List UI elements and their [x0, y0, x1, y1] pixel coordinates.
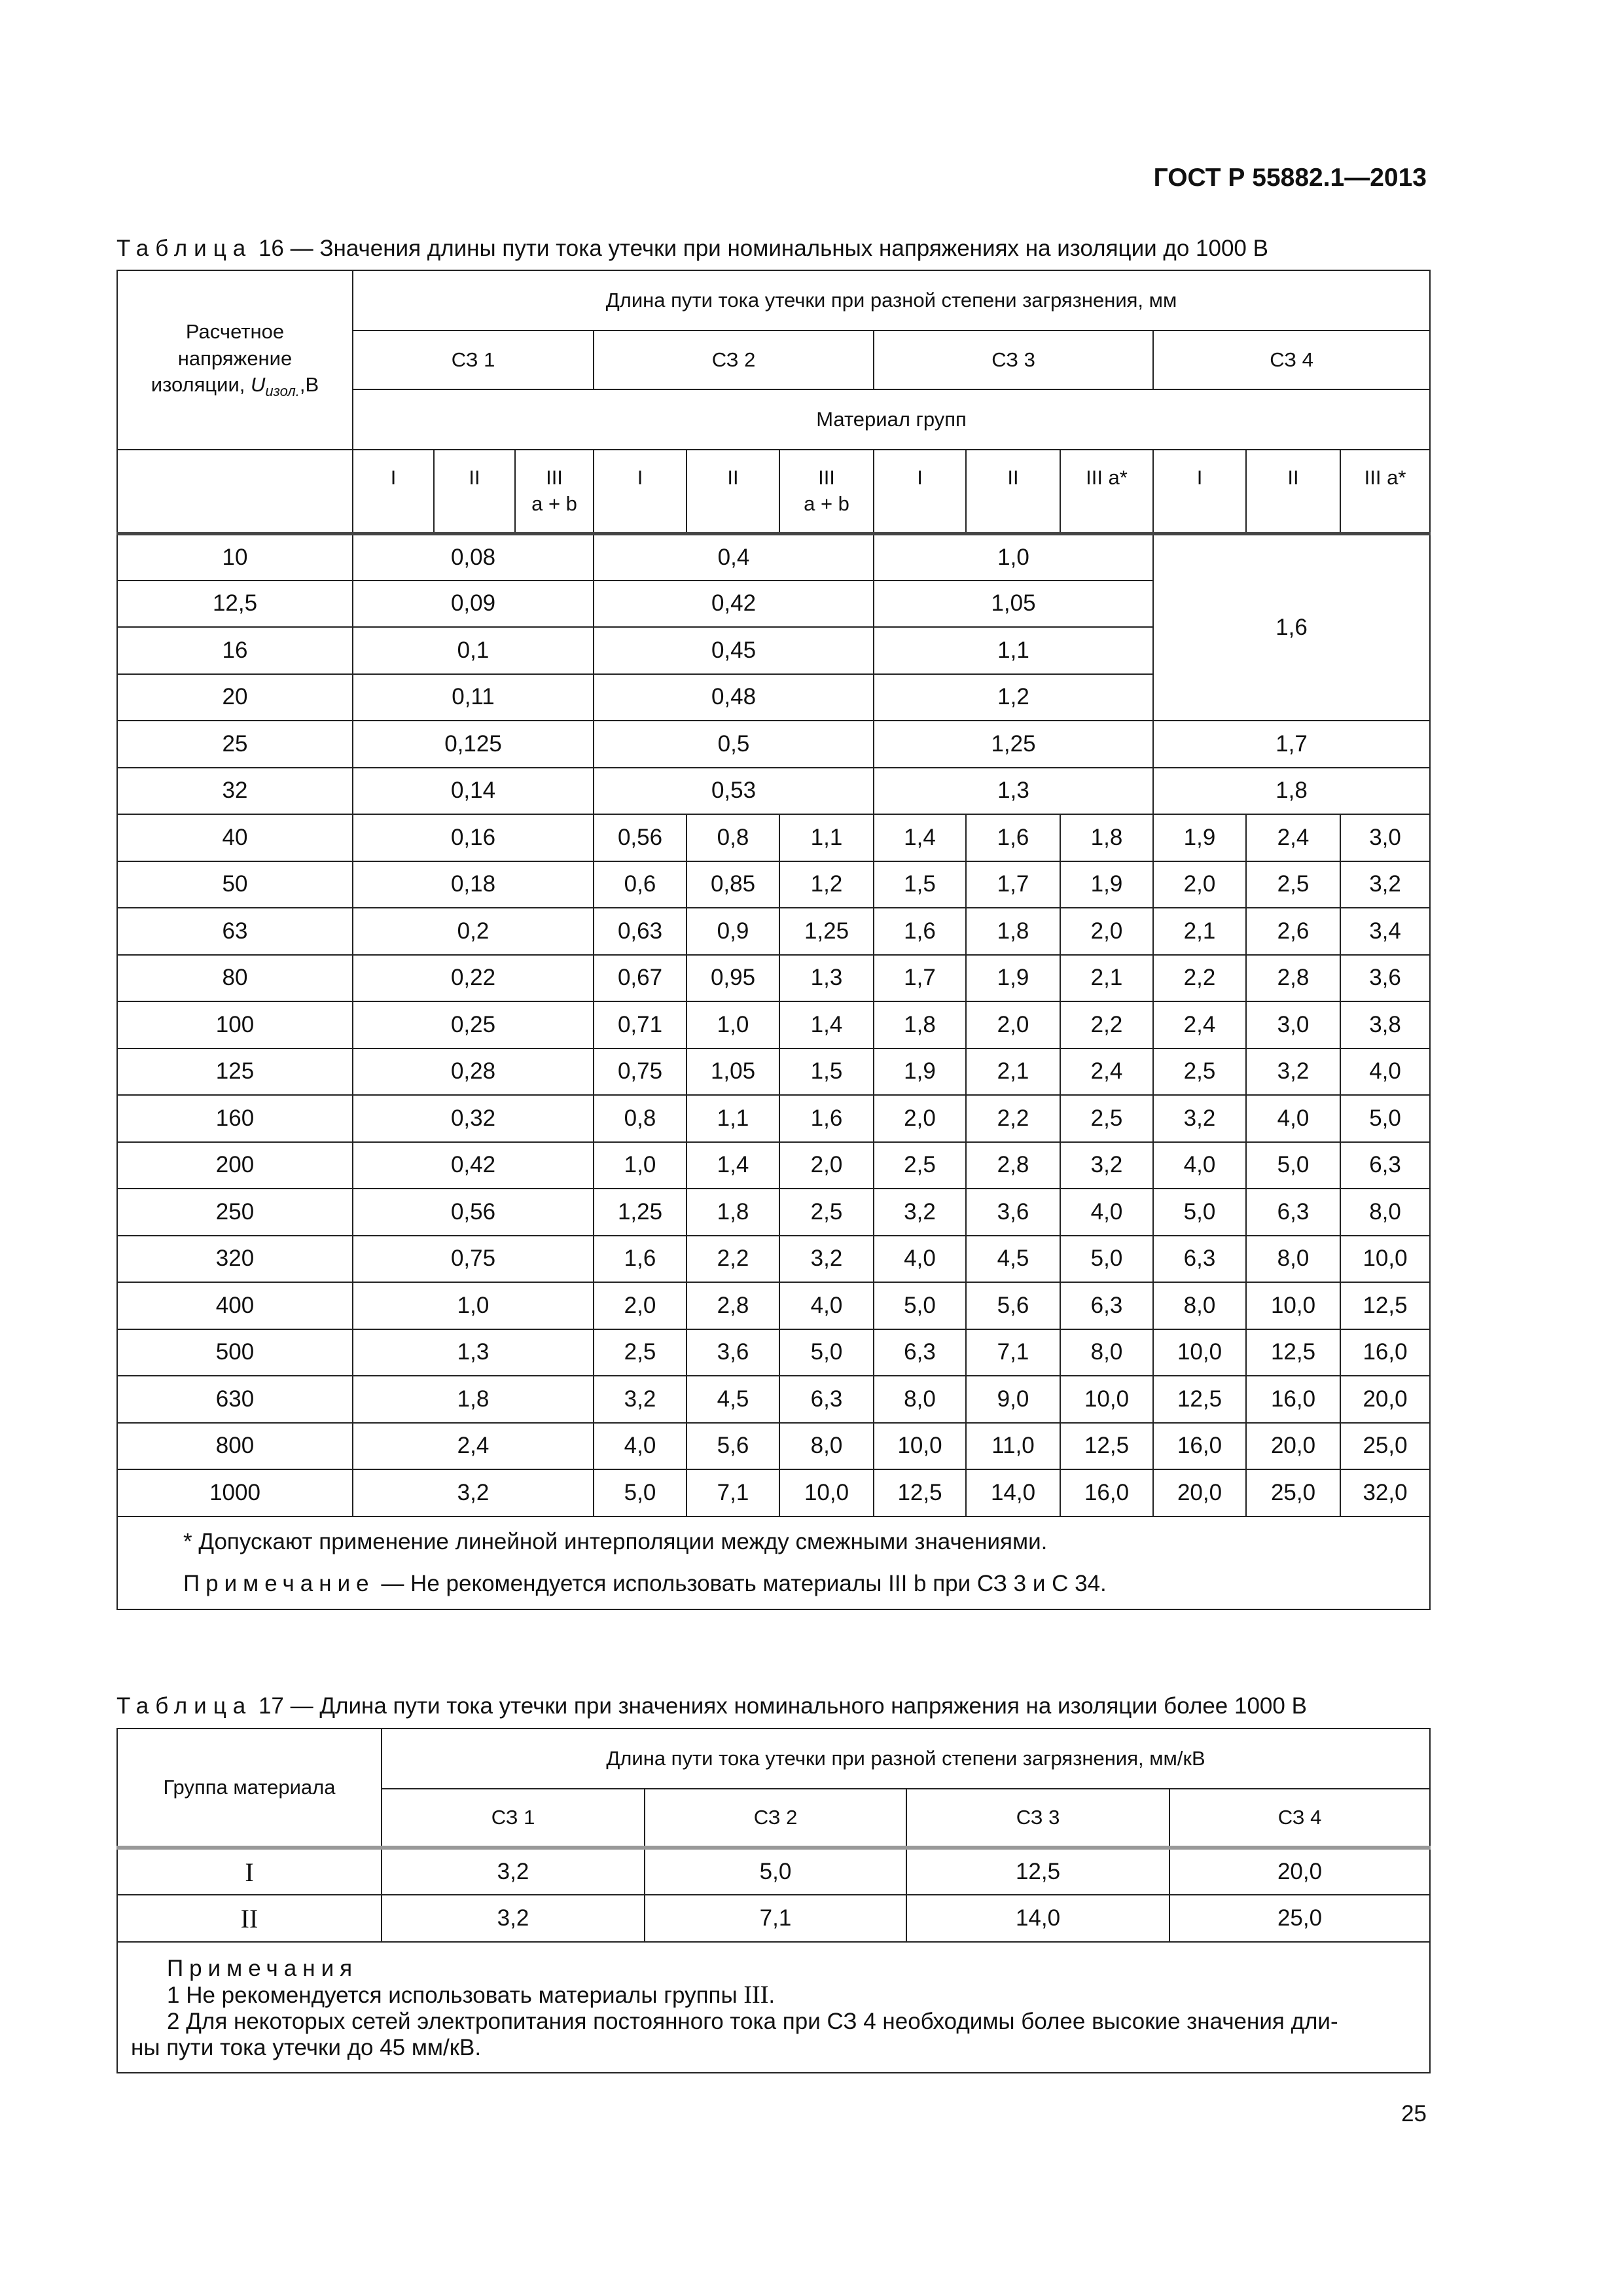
voltage-cell: 20 — [117, 674, 353, 721]
value-cell: 0,85 — [687, 861, 779, 908]
table16-caption-text: 16 — Значения длины пути тока утечки при номинальных напряжениях на изоляции до 1000 В — [258, 236, 1268, 261]
value-cell: 1,0 — [594, 1142, 687, 1189]
value-cell: 20,0 — [1153, 1469, 1246, 1516]
value-cell: 16,0 — [1060, 1469, 1153, 1516]
value-cell: 1,5 — [874, 861, 966, 908]
sz1-value: 0,28 — [353, 1049, 594, 1096]
value-cell: 25,0 — [1340, 1423, 1430, 1470]
value-cell: 5,0 — [1340, 1095, 1430, 1142]
value-cell: 2,8 — [966, 1142, 1060, 1189]
value-cell: 5,0 — [1060, 1236, 1153, 1283]
voltage-cell: 630 — [117, 1376, 353, 1423]
pollution-degree-header: СЗ 2 — [594, 331, 874, 389]
table-row — [117, 1282, 1430, 1329]
table-row — [117, 814, 1430, 861]
value-cell: 25,0 — [1169, 1895, 1430, 1942]
value-cell: 16,0 — [1340, 1329, 1430, 1376]
value-cell: 20,0 — [1340, 1376, 1430, 1423]
value-cell: 0,71 — [594, 1001, 687, 1049]
material-group-label: I — [353, 450, 434, 533]
value-cell: 2,5 — [1246, 861, 1340, 908]
value-cell: 0,63 — [594, 908, 687, 955]
sz1-value: 0,11 — [353, 674, 594, 721]
value-cell: 6,3 — [874, 1329, 966, 1376]
value-cell: 1,7 — [966, 861, 1060, 908]
pollution-degree-header: СЗ 1 — [353, 331, 594, 389]
material-group-header: Материал групп — [353, 389, 1430, 450]
sz1-value: 0,42 — [353, 1142, 594, 1189]
table-row — [117, 1142, 1430, 1189]
value-cell: 1,4 — [779, 1001, 874, 1049]
table-row — [117, 861, 1430, 908]
value-cell: 1,3 — [779, 955, 874, 1002]
sz4-value: 1,7 — [1153, 721, 1430, 768]
voltage-cell: 100 — [117, 1001, 353, 1049]
value-cell: 2,0 — [779, 1142, 874, 1189]
value-cell: 1,8 — [874, 1001, 966, 1049]
voltage-cell: 40 — [117, 814, 353, 861]
value-cell: 6,3 — [1153, 1236, 1246, 1283]
value-cell: 5,0 — [874, 1282, 966, 1329]
table16-caption-label: Таблица — [116, 236, 253, 261]
value-cell: 7,1 — [645, 1895, 906, 1942]
sz1-value: 0,1 — [353, 627, 594, 674]
value-cell: 3,2 — [594, 1376, 687, 1423]
material-group-label: II — [966, 450, 1060, 533]
pollution-degree-header: СЗ 4 — [1169, 1789, 1430, 1848]
value-cell: 0,56 — [594, 814, 687, 861]
table17-notes — [117, 1942, 1430, 2073]
table17-caption-text: 17 — Длина пути тока утечки при значениях номинального напряжения на изоляции более 1000 В — [258, 1693, 1307, 1719]
voltage-cell: 320 — [117, 1236, 353, 1283]
value-cell: 3,2 — [874, 1189, 966, 1236]
value-cell: 10,0 — [1153, 1329, 1246, 1376]
pollution-degree-header: СЗ 2 — [645, 1789, 906, 1848]
table-row — [117, 1329, 1430, 1376]
value-cell: 3,6 — [1340, 955, 1430, 1002]
sz3-value: 1,25 — [874, 721, 1153, 768]
value-cell: 12,5 — [1340, 1282, 1430, 1329]
table16-caption — [116, 236, 1268, 262]
material-group-label: I — [594, 450, 687, 533]
value-cell: 1,8 — [966, 908, 1060, 955]
value-cell: 8,0 — [1153, 1282, 1246, 1329]
value-cell: 2,8 — [687, 1282, 779, 1329]
value-cell: 2,1 — [1060, 955, 1153, 1002]
value-cell: 3,2 — [1153, 1095, 1246, 1142]
table-row — [117, 1895, 1430, 1942]
value-cell: 10,0 — [1060, 1376, 1153, 1423]
sz1-value: 0,2 — [353, 908, 594, 955]
voltage-cell: 1000 — [117, 1469, 353, 1516]
value-cell: 2,0 — [874, 1095, 966, 1142]
value-cell: 14,0 — [906, 1895, 1169, 1942]
value-cell: 5,0 — [1246, 1142, 1340, 1189]
value-cell: 1,4 — [687, 1142, 779, 1189]
value-cell: 2,0 — [1060, 908, 1153, 955]
value-cell: 4,0 — [1340, 1049, 1430, 1096]
table-row — [117, 1236, 1430, 1283]
sz2-value: 0,48 — [594, 674, 874, 721]
sz1-value: 0,14 — [353, 768, 594, 815]
value-cell: 3,2 — [1340, 861, 1430, 908]
table-row — [117, 721, 1430, 768]
sz2-value: 0,42 — [594, 581, 874, 628]
value-cell: 1,8 — [687, 1189, 779, 1236]
value-cell: 1,5 — [779, 1049, 874, 1096]
value-cell: 1,2 — [779, 861, 874, 908]
value-cell: 3,6 — [966, 1189, 1060, 1236]
table17-caption — [116, 1693, 1307, 1719]
material-group-label: II — [1246, 450, 1340, 533]
sz1-value: 0,125 — [353, 721, 594, 768]
value-cell: 5,6 — [966, 1282, 1060, 1329]
voltage-cell: 500 — [117, 1329, 353, 1376]
table-row — [117, 1049, 1430, 1096]
value-cell: 1,25 — [594, 1189, 687, 1236]
value-cell: 1,1 — [779, 814, 874, 861]
table16-notes — [117, 1516, 1430, 1609]
value-cell: 1,1 — [687, 1095, 779, 1142]
value-cell: 2,5 — [779, 1189, 874, 1236]
value-cell: 8,0 — [1246, 1236, 1340, 1283]
material-group-label: III a + b — [779, 450, 874, 533]
sz1-value: 1,8 — [353, 1376, 594, 1423]
table-row — [117, 768, 1430, 815]
voltage-cell: 200 — [117, 1142, 353, 1189]
value-cell: 7,1 — [966, 1329, 1060, 1376]
table17 — [116, 1728, 1431, 2073]
sz1-value: 0,22 — [353, 955, 594, 1002]
value-cell: 3,2 — [1246, 1049, 1340, 1096]
value-cell: 1,05 — [687, 1049, 779, 1096]
table16 — [116, 270, 1431, 1610]
table-row — [117, 955, 1430, 1002]
table17-note-2-line1: 2 Для некоторых сетей электропитания постоянного тока при СЗ 4 необходимы более высокие значения дли- — [167, 2009, 1338, 2034]
value-cell: 16,0 — [1246, 1376, 1340, 1423]
value-cell: 10,0 — [779, 1469, 874, 1516]
value-cell: 4,0 — [779, 1282, 874, 1329]
voltage-cell: 12,5 — [117, 581, 353, 628]
table17-note-1: 1 Не рекомендуется использовать материалы группы III. — [167, 1981, 776, 2009]
table-row — [117, 1095, 1430, 1142]
sz2-value: 0,5 — [594, 721, 874, 768]
table-row — [117, 1848, 1430, 1895]
value-cell: 3,0 — [1340, 814, 1430, 861]
material-group-label: III a* — [1060, 450, 1153, 533]
value-cell: 4,0 — [594, 1423, 687, 1470]
value-cell: 1,0 — [687, 1001, 779, 1049]
table-row — [117, 1189, 1430, 1236]
value-cell: 4,0 — [1153, 1142, 1246, 1189]
table17-note-2-line2: ны пути тока утечки до 45 мм/кВ. — [131, 2035, 482, 2060]
voltage-cell: 800 — [117, 1423, 353, 1470]
value-cell: 12,5 — [874, 1469, 966, 1516]
voltage-cell: 125 — [117, 1049, 353, 1096]
value-cell: 1,6 — [966, 814, 1060, 861]
value-cell: 3,2 — [382, 1895, 645, 1942]
value-cell: 0,8 — [594, 1095, 687, 1142]
value-cell: 1,7 — [874, 955, 966, 1002]
value-cell: 3,0 — [1246, 1001, 1340, 1049]
voltage-cell: 32 — [117, 768, 353, 815]
value-cell: 2,2 — [1060, 1001, 1153, 1049]
pollution-degree-header: СЗ 3 — [906, 1789, 1169, 1848]
value-cell: 2,0 — [594, 1282, 687, 1329]
sz2-value: 0,53 — [594, 768, 874, 815]
value-cell: 1,9 — [874, 1049, 966, 1096]
table-row — [117, 908, 1430, 955]
table17-notes-label: Примечания — [167, 1956, 359, 1981]
sz1-value: 3,2 — [353, 1469, 594, 1516]
value-cell: 1,6 — [594, 1236, 687, 1283]
sz1-value: 0,18 — [353, 861, 594, 908]
value-cell: 11,0 — [966, 1423, 1060, 1470]
sz1-value: 0,25 — [353, 1001, 594, 1049]
voltage-cell: 63 — [117, 908, 353, 955]
page-number: 25 — [1401, 2101, 1427, 2126]
voltage-cell: 10 — [117, 533, 353, 581]
sz1-value: 0,75 — [353, 1236, 594, 1283]
value-cell: 3,4 — [1340, 908, 1430, 955]
sz1-value: 1,3 — [353, 1329, 594, 1376]
value-cell: 2,5 — [594, 1329, 687, 1376]
sz1-value: 0,56 — [353, 1189, 594, 1236]
value-cell: 6,3 — [1246, 1189, 1340, 1236]
sz1-value: 0,08 — [353, 533, 594, 581]
value-cell: 3,2 — [1060, 1142, 1153, 1189]
voltage-cell: 16 — [117, 627, 353, 674]
sz3-value: 1,1 — [874, 627, 1153, 674]
value-cell: 14,0 — [966, 1469, 1060, 1516]
sz1-value: 0,09 — [353, 581, 594, 628]
value-cell: 5,0 — [1153, 1189, 1246, 1236]
value-cell: 5,0 — [779, 1329, 874, 1376]
sz3-value: 1,3 — [874, 768, 1153, 815]
value-cell: 10,0 — [1340, 1236, 1430, 1283]
value-cell: 2,8 — [1246, 955, 1340, 1002]
value-cell: 0,8 — [687, 814, 779, 861]
value-cell: 1,4 — [874, 814, 966, 861]
value-cell: 1,6 — [779, 1095, 874, 1142]
value-cell: 2,4 — [1060, 1049, 1153, 1096]
pollution-degree-header: СЗ 1 — [382, 1789, 645, 1848]
value-cell: 2,5 — [1153, 1049, 1246, 1096]
table-row — [117, 1001, 1430, 1049]
table16-note: Примечание — Не рекомендуется использовать материалы III b при СЗ 3 и С 34. — [183, 1570, 1107, 1596]
voltage-cell: 80 — [117, 955, 353, 1002]
value-cell: 2,6 — [1246, 908, 1340, 955]
value-cell: 2,5 — [874, 1142, 966, 1189]
voltage-cell: 400 — [117, 1282, 353, 1329]
value-cell: 20,0 — [1169, 1848, 1430, 1895]
value-cell: 2,0 — [1153, 861, 1246, 908]
sz1-value: 1,0 — [353, 1282, 594, 1329]
sz4-value: 1,8 — [1153, 768, 1430, 815]
value-cell: 12,5 — [906, 1848, 1169, 1895]
value-cell: 5,6 — [687, 1423, 779, 1470]
material-group-column-header: Группа материала — [117, 1729, 382, 1848]
value-cell: 5,0 — [645, 1848, 906, 1895]
material-group-label: III a* — [1340, 450, 1430, 533]
sz2-value: 0,45 — [594, 627, 874, 674]
value-cell: 4,0 — [1246, 1095, 1340, 1142]
table-row — [117, 1423, 1430, 1470]
material-group-label: II — [434, 450, 515, 533]
value-cell: 3,2 — [779, 1236, 874, 1283]
table-row — [117, 1376, 1430, 1423]
value-cell: 5,0 — [594, 1469, 687, 1516]
table-row — [117, 1469, 1430, 1516]
value-cell: 6,3 — [1060, 1282, 1153, 1329]
sz1-value: 2,4 — [353, 1423, 594, 1470]
value-cell: 1,8 — [1060, 814, 1153, 861]
voltage-cell: 50 — [117, 861, 353, 908]
creepage-length-header: Длина пути тока утечки при разной степени загрязнения, мм/кВ — [382, 1729, 1430, 1789]
sz4-value: 1,6 — [1153, 533, 1430, 721]
voltage-cell: 25 — [117, 721, 353, 768]
value-cell: 6,3 — [1340, 1142, 1430, 1189]
sz3-value: 1,05 — [874, 581, 1153, 628]
value-cell: 25,0 — [1246, 1469, 1340, 1516]
document-header: ГОСТ Р 55882.1—2013 — [1153, 164, 1427, 192]
value-cell: 4,0 — [1060, 1189, 1153, 1236]
value-cell: 2,5 — [1060, 1095, 1153, 1142]
value-cell: 3,2 — [382, 1848, 645, 1895]
value-cell: 2,1 — [1153, 908, 1246, 955]
value-cell: 3,8 — [1340, 1001, 1430, 1049]
value-cell: 1,25 — [779, 908, 874, 955]
table-row — [117, 533, 1430, 581]
sz1-value: 0,32 — [353, 1095, 594, 1142]
value-cell: 1,9 — [966, 955, 1060, 1002]
value-cell: 2,2 — [687, 1236, 779, 1283]
value-cell: 12,5 — [1246, 1329, 1340, 1376]
voltage-column-header: Расчетное напряжение изоляции, $U_{изол.},В$ — [117, 270, 353, 450]
value-cell: 2,0 — [966, 1001, 1060, 1049]
material-group-label: I — [874, 450, 966, 533]
table17-caption-label: Таблица — [116, 1693, 253, 1719]
value-cell: 4,5 — [966, 1236, 1060, 1283]
value-cell: 0,67 — [594, 955, 687, 1002]
material-group-label: II — [687, 450, 779, 533]
value-cell: 4,5 — [687, 1376, 779, 1423]
material-group-label: I — [1153, 450, 1246, 533]
value-cell: 9,0 — [966, 1376, 1060, 1423]
value-cell: 0,6 — [594, 861, 687, 908]
value-cell: 4,0 — [874, 1236, 966, 1283]
sz3-value: 1,0 — [874, 533, 1153, 581]
value-cell: 20,0 — [1246, 1423, 1340, 1470]
value-cell: 0,75 — [594, 1049, 687, 1096]
value-cell: 12,5 — [1060, 1423, 1153, 1470]
value-cell: 2,4 — [1246, 814, 1340, 861]
value-cell: 8,0 — [874, 1376, 966, 1423]
value-cell: 8,0 — [779, 1423, 874, 1470]
value-cell: 16,0 — [1153, 1423, 1246, 1470]
material-group-cell: II — [117, 1895, 382, 1942]
sz2-value: 0,4 — [594, 533, 874, 581]
voltage-cell: 160 — [117, 1095, 353, 1142]
value-cell: 1,9 — [1060, 861, 1153, 908]
value-cell: 2,2 — [1153, 955, 1246, 1002]
pollution-degree-header: СЗ 4 — [1153, 331, 1430, 389]
value-cell: 12,5 — [1153, 1376, 1246, 1423]
value-cell: 0,9 — [687, 908, 779, 955]
creepage-length-header: Длина пути тока утечки при разной степени загрязнения, мм — [353, 270, 1430, 331]
value-cell: 10,0 — [1246, 1282, 1340, 1329]
value-cell: 8,0 — [1340, 1189, 1430, 1236]
value-cell: 7,1 — [687, 1469, 779, 1516]
value-cell: 32,0 — [1340, 1469, 1430, 1516]
value-cell: 10,0 — [874, 1423, 966, 1470]
sz1-value: 0,16 — [353, 814, 594, 861]
value-cell: 8,0 — [1060, 1329, 1153, 1376]
value-cell: 3,6 — [687, 1329, 779, 1376]
voltage-cell: 250 — [117, 1189, 353, 1236]
material-group-label: III a + b — [515, 450, 594, 533]
value-cell: 2,2 — [966, 1095, 1060, 1142]
table16-footnote: * Допускают применение линейной интерполяции между смежными значениями. — [183, 1528, 1048, 1554]
empty-header-cell — [117, 450, 353, 533]
value-cell: 2,1 — [966, 1049, 1060, 1096]
value-cell: 1,9 — [1153, 814, 1246, 861]
pollution-degree-header: СЗ 3 — [874, 331, 1153, 389]
value-cell: 2,4 — [1153, 1001, 1246, 1049]
sz3-value: 1,2 — [874, 674, 1153, 721]
value-cell: 6,3 — [779, 1376, 874, 1423]
value-cell: 0,95 — [687, 955, 779, 1002]
value-cell: 1,6 — [874, 908, 966, 955]
material-group-cell: I — [117, 1848, 382, 1895]
